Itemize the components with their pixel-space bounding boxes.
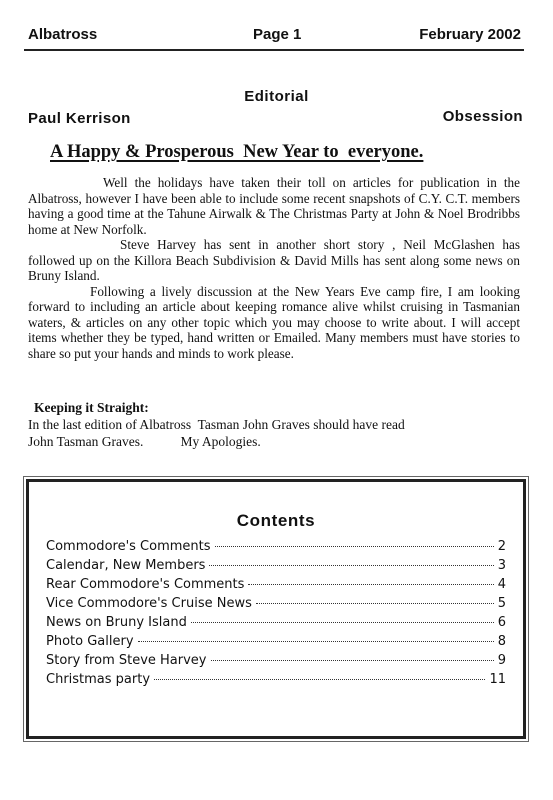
dot-leader bbox=[248, 584, 493, 585]
toc-item-label: Calendar, New Members bbox=[46, 558, 206, 573]
header-divider bbox=[24, 49, 524, 51]
publication-name: Albatross bbox=[28, 26, 98, 43]
page-number: Page 1 bbox=[253, 26, 302, 43]
author-name: Paul Kerrison bbox=[28, 110, 131, 127]
column-title: Obsession bbox=[442, 108, 523, 125]
paragraph: Steve Harvey has sent in another short story , Neil McGlashen has followed up on the Killora Beach Subdivision & David Mills has sent along some news on Bruny Island. bbox=[28, 237, 520, 283]
correction-heading: Keeping it Straight: bbox=[34, 400, 149, 415]
contents-title: Contents bbox=[236, 511, 316, 530]
correction-text: John Tasman Graves. My Apologies. bbox=[28, 434, 261, 449]
toc-item-label: Rear Commodore's Comments bbox=[46, 577, 245, 592]
correction-text: In the last edition of Albatross Tasman John Graves should have read bbox=[28, 417, 405, 432]
toc-item-page: 6 bbox=[497, 615, 506, 630]
paragraph: Well the holidays have taken their toll on articles for publication in the Albatross, however I have been able to include some recent snapshots of C.Y. C.T. members having a good time at the Tahune Airwalk & The Christmas Party at John & Noel Brodribbs home at New Norfolk. bbox=[28, 175, 520, 237]
toc-item-page: 9 bbox=[497, 653, 506, 668]
editorial-body bbox=[28, 175, 520, 361]
issue-date: February 2002 bbox=[419, 26, 521, 43]
headline: A Happy & Prosperous New Year to everyone. bbox=[50, 142, 424, 162]
toc-item[interactable] bbox=[46, 577, 506, 595]
toc-item[interactable] bbox=[46, 653, 506, 671]
toc-item[interactable] bbox=[46, 539, 506, 557]
toc-item-page: 3 bbox=[497, 558, 506, 573]
section-heading: Editorial bbox=[244, 88, 309, 105]
toc-item-label: Christmas party bbox=[46, 672, 151, 687]
dot-leader bbox=[256, 603, 494, 604]
toc-item-label: Story from Steve Harvey bbox=[46, 653, 207, 668]
toc-item[interactable] bbox=[46, 596, 506, 614]
dot-leader bbox=[215, 546, 494, 547]
toc-item-label: Photo Gallery bbox=[46, 634, 134, 649]
toc-item-page: 8 bbox=[497, 634, 506, 649]
toc-item-label: Vice Commodore's Cruise News bbox=[46, 596, 252, 611]
toc-item[interactable] bbox=[46, 634, 506, 652]
toc-item-label: Commodore's Comments bbox=[46, 539, 211, 554]
toc-item[interactable] bbox=[46, 672, 506, 690]
toc-item-page: 11 bbox=[489, 672, 506, 687]
toc-item[interactable] bbox=[46, 615, 506, 633]
toc-item-page: 4 bbox=[497, 577, 506, 592]
dot-leader bbox=[138, 641, 494, 642]
contents-box bbox=[26, 479, 526, 739]
paragraph: Following a lively discussion at the New Years Eve camp fire, I am looking forward to including an article about keeping romance alive whilst cruising in Tasmanian waters, & articles on any other topic which you may choose to write about. I will accept items whether they be typed, hand written or Emailed. Many members must have stories to share so put your hands and minds to work please. bbox=[28, 283, 520, 361]
dot-leader bbox=[191, 622, 494, 623]
dot-leader bbox=[209, 565, 493, 566]
toc-item-page: 5 bbox=[497, 596, 506, 611]
toc-item[interactable] bbox=[46, 558, 506, 576]
dot-leader bbox=[211, 660, 494, 661]
toc-item-page: 2 bbox=[497, 539, 506, 554]
toc-item-label: News on Bruny Island bbox=[46, 615, 187, 630]
dot-leader bbox=[154, 679, 485, 680]
